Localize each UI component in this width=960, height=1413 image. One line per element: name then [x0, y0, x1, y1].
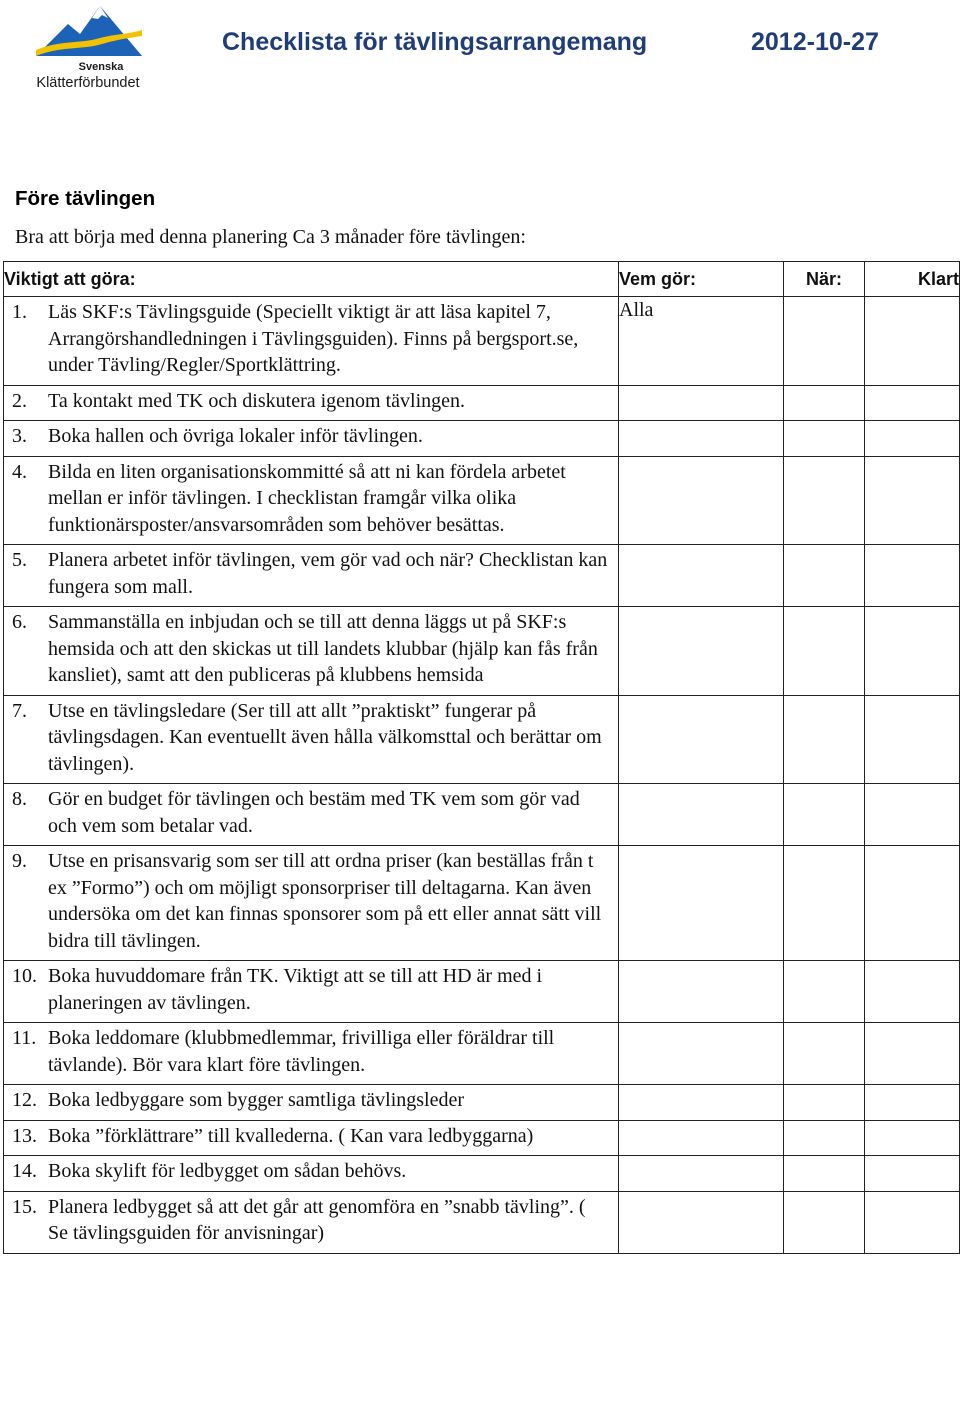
who-cell: [619, 846, 784, 961]
task-text: Boka huvuddomare från TK. Viktigt att se till att HD är med i planeringen av tävlingen.: [48, 965, 543, 1014]
done-cell: [865, 1156, 960, 1192]
logo-line-1: Svenska: [78, 61, 124, 73]
table-row: [4, 1156, 960, 1192]
mountain-logo-icon: [30, 4, 145, 64]
task-text: Boka ”förklättrare” till kvallederna. ( Kan vara ledbyggarna): [48, 1124, 534, 1147]
done-cell: [865, 695, 960, 784]
when-cell: [784, 607, 865, 696]
task-number: 7.: [12, 699, 27, 722]
when-cell: [784, 1191, 865, 1253]
task-number: 14.: [12, 1160, 37, 1182]
task-text: Utse en prisansvarig som ser till att ordna priser (kan beställas från t ex ”Formo”) och om möjligt sponsorpriser till deltagarna. Kan även undersöka om det kan finnas sponsorer som på ett eller annat sätt vill bidra till tävlingen.: [48, 850, 602, 952]
when-cell: [784, 1120, 865, 1156]
table-row: [4, 1085, 960, 1121]
checklist-table: [3, 261, 960, 1254]
task-cell: [4, 1085, 619, 1121]
who-cell: [619, 1085, 784, 1121]
task-cell: [4, 421, 619, 457]
done-cell: [865, 456, 960, 545]
when-cell: [784, 385, 865, 421]
table-row: [4, 385, 960, 421]
when-cell: [784, 545, 865, 607]
who-cell: [619, 961, 784, 1023]
done-cell: [865, 846, 960, 961]
task-number: 10.: [12, 965, 37, 987]
task-number: 3.: [12, 425, 27, 447]
when-cell: [784, 695, 865, 784]
task-number: 6.: [12, 611, 27, 633]
who-cell: [619, 385, 784, 421]
task-number: 4.: [12, 460, 27, 483]
task-number: 13.: [12, 1124, 37, 1147]
task-cell: [4, 456, 619, 545]
document-title: Checklista för tävlingsarrangemang: [222, 28, 648, 56]
task-cell: [4, 297, 619, 386]
table-row: [4, 1023, 960, 1085]
when-cell: [784, 846, 865, 961]
task-text: Boka ledbyggare som bygger samtliga tävlingsleder: [48, 1089, 465, 1111]
table-row: [4, 545, 960, 607]
when-cell: [784, 1085, 865, 1121]
who-cell: [619, 1023, 784, 1085]
document-date: 2012-10-27: [751, 28, 879, 56]
who-cell: [619, 1156, 784, 1192]
done-cell: [865, 421, 960, 457]
task-cell: [4, 385, 619, 421]
done-cell: [865, 1191, 960, 1253]
task-number: 15.: [12, 1195, 37, 1218]
who-cell: [619, 695, 784, 784]
task-cell: [4, 846, 619, 961]
table-row: [4, 607, 960, 696]
table-row: [4, 456, 960, 545]
task-text: Läs SKF:s Tävlingsguide (Speciellt viktigt är att läsa kapitel 7, Arrangörshandledningen i Tävlingsguiden). Finns på bergsport.se, under Tävling/Regler/Sportklättring.: [48, 301, 579, 376]
section-heading: Före tävlingen: [15, 187, 156, 210]
task-number: 12.: [12, 1089, 37, 1111]
table-row: [4, 961, 960, 1023]
who-cell: [619, 1120, 784, 1156]
task-text: Bilda en liten organisationskommitté så att ni kan fördela arbetet mellan er inför tävlingen. I checklistan framgår vilka olika funktionärsposter/ansvarsområden som behöver besättas.: [48, 460, 566, 536]
done-cell: [865, 297, 960, 386]
done-cell: [865, 961, 960, 1023]
table-row: [4, 1120, 960, 1156]
task-cell: [4, 1191, 619, 1253]
header-task: Viktigt att göra:: [4, 262, 619, 297]
done-cell: [865, 1085, 960, 1121]
who-cell: [619, 421, 784, 457]
task-number: 5.: [12, 549, 27, 571]
header-who: Vem gör:: [619, 262, 784, 297]
task-cell: [4, 1120, 619, 1156]
task-text: Boka hallen och övriga lokaler inför tävlingen.: [48, 425, 423, 447]
task-number: 1.: [12, 301, 27, 323]
done-cell: [865, 784, 960, 846]
table-row: [4, 695, 960, 784]
task-number: 11.: [12, 1027, 37, 1049]
task-text: Boka leddomare (klubbmedlemmar, frivilliga eller föräldrar till tävlande). Bör vara klart före tävlingen.: [48, 1027, 555, 1076]
when-cell: [784, 297, 865, 386]
task-number: 9.: [12, 850, 27, 872]
task-text: Ta kontakt med TK och diskutera igenom tävlingen.: [48, 389, 466, 412]
task-cell: [4, 784, 619, 846]
section-intro: Bra att börja med denna planering Ca 3 månader före tävlingen:: [15, 226, 526, 248]
who-cell: [619, 607, 784, 696]
table-row: [4, 421, 960, 457]
task-cell: [4, 1156, 619, 1192]
table-row: [4, 846, 960, 961]
done-cell: [865, 1120, 960, 1156]
header-done: Klart: [865, 262, 960, 297]
who-cell: Alla: [619, 297, 784, 386]
who-cell: [619, 545, 784, 607]
when-cell: [784, 1156, 865, 1192]
when-cell: [784, 784, 865, 846]
logo-line-2: Klätterförbundet: [36, 75, 140, 91]
who-cell: [619, 456, 784, 545]
task-text: Utse en tävlingsledare (Ser till att allt ”praktiskt” fungerar på tävlingsdagen. Kan eventuellt även hålla välkomsttal och berättar om tävlingen).: [48, 699, 602, 775]
task-text: Planera ledbygget så att det går att genomföra en ”snabb tävling”. ( Se tävlingsguiden för anvisningar): [48, 1195, 586, 1244]
organization-logo: [30, 4, 145, 94]
done-cell: [865, 607, 960, 696]
task-number: 2.: [12, 389, 27, 412]
table-row: [4, 784, 960, 846]
when-cell: [784, 456, 865, 545]
when-cell: [784, 421, 865, 457]
task-cell: [4, 607, 619, 696]
task-cell: [4, 961, 619, 1023]
task-cell: [4, 1023, 619, 1085]
header-when: När:: [784, 262, 865, 297]
when-cell: [784, 961, 865, 1023]
table-row: [4, 297, 960, 386]
task-cell: [4, 695, 619, 784]
table-row: [4, 1191, 960, 1253]
done-cell: [865, 545, 960, 607]
task-text: Gör en budget för tävlingen och bestäm med TK vem som gör vad och vem som betalar vad.: [48, 788, 580, 837]
done-cell: [865, 1023, 960, 1085]
task-number: 8.: [12, 788, 27, 810]
task-cell: [4, 545, 619, 607]
done-cell: [865, 385, 960, 421]
table-header-row: [4, 262, 960, 297]
task-text: Boka skylift för ledbygget om sådan behövs.: [48, 1160, 407, 1182]
task-text: Planera arbetet inför tävlingen, vem gör vad och när? Checklistan kan fungera som mall.: [48, 549, 608, 598]
who-cell: [619, 1191, 784, 1253]
who-cell: [619, 784, 784, 846]
when-cell: [784, 1023, 865, 1085]
task-text: Sammanställa en inbjudan och se till att denna läggs ut på SKF:s hemsida och att den skickas ut till landets klubbar (hjälp kan fås från kansliet), samt att den publiceras på klubbens hemsida: [48, 611, 598, 686]
